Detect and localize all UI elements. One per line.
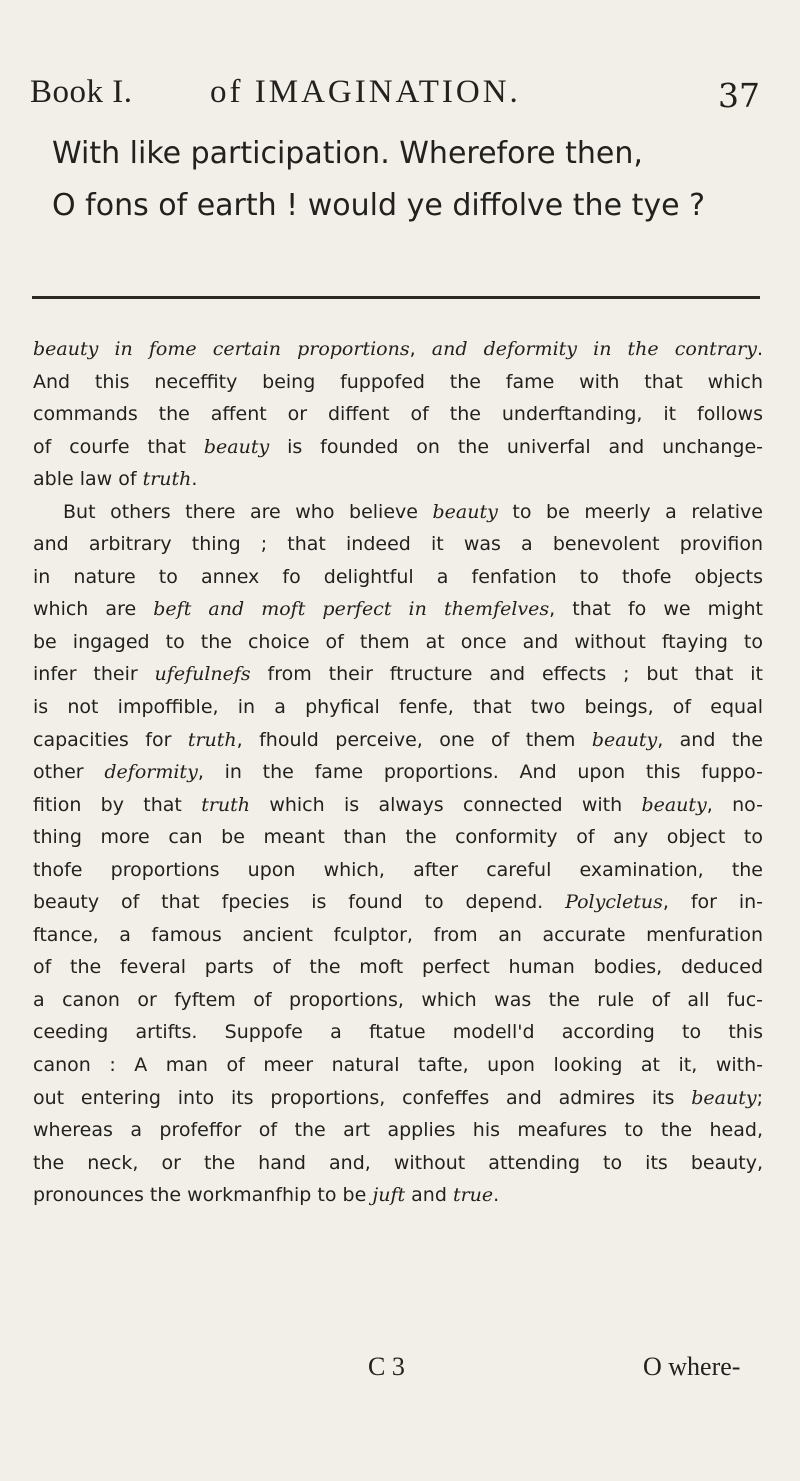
text-run: , no-: [706, 793, 764, 816]
page-footer: [0, 1352, 800, 1392]
text-run: , for in-: [662, 891, 763, 914]
catchword: O where-: [643, 1352, 741, 1381]
text-run: , and the: [657, 728, 763, 751]
italic-text: beauty in fome certain proportions: [33, 338, 410, 360]
footnote-line: [33, 528, 763, 561]
footnote-line: [33, 854, 763, 887]
footnote-line: [33, 561, 763, 594]
text-run: ,: [409, 338, 432, 360]
footnote-line: [33, 919, 763, 952]
text-run: which is always connected with: [250, 793, 642, 816]
footnote-line: [33, 1049, 763, 1082]
text-run: .: [756, 338, 763, 360]
italic-text: Polycletus: [565, 891, 663, 914]
text-run: other: [33, 761, 105, 784]
footnote-line: [33, 1082, 763, 1115]
text-run: And this neceffity being fuppofed the fame with that which: [33, 370, 763, 393]
footnote-line: [33, 366, 763, 399]
text-run: and arbitrary thing ; that indeed it was a benevolent provifion: [33, 533, 763, 556]
footnote-line: [33, 886, 763, 919]
italic-text: and deformity in the contrary: [431, 338, 757, 360]
italic-text: juft: [372, 1184, 406, 1207]
text-run: ftance, a famous ancient fculptor, from an accurate menfuration: [33, 923, 763, 946]
text-run: out entering into its proportions, confeffes and admires its: [33, 1086, 692, 1109]
italic-text: beauty: [641, 793, 707, 816]
text-run: But others there are who believe: [63, 500, 433, 523]
text-run: ;: [756, 1086, 763, 1109]
footnote-line: [33, 593, 763, 626]
text-run: commands the affent or diffent of the underftanding, it follows: [33, 403, 763, 426]
text-run: to be meerly a relative: [497, 500, 763, 523]
text-run: of courfe that: [33, 435, 204, 458]
text-run: thofe proportions upon which, after careful examination, the: [33, 858, 763, 881]
italic-text: beauty: [691, 1086, 757, 1109]
text-run: is founded on the univerfal and unchange-: [269, 435, 763, 458]
book-number: Book I.: [30, 74, 133, 110]
text-run: is not impoffible, in a phyfical fenfe, that two beings, of equal: [33, 696, 763, 719]
footnote-rule: [32, 296, 760, 299]
footnote-line: [33, 626, 763, 659]
text-run: whereas a profeffor of the art applies his meafures to the head,: [33, 1119, 763, 1142]
text-run: able law of: [33, 468, 143, 491]
text-run: of the feveral parts of the moft perfect human bodies, deduced: [33, 956, 763, 979]
footnote-text: [33, 333, 763, 1212]
running-head: [30, 70, 770, 116]
text-run: in nature to annex fo delightful a fenfation to thofe objects: [33, 565, 763, 588]
verse-line: With like participation. Wherefore then,: [52, 136, 643, 171]
text-run: ceeding artifts. Suppofe a ftatue modell'd according to this: [33, 1021, 763, 1044]
footnote-line: [33, 333, 763, 366]
footnote-line: [33, 691, 763, 724]
text-run: and: [405, 1184, 453, 1207]
footnote-line: [33, 431, 763, 464]
text-run: .: [191, 468, 198, 491]
footnote-line: [33, 789, 763, 822]
text-run: fition by that: [33, 793, 202, 816]
italic-text: truth: [201, 793, 251, 816]
italic-text: beauty: [591, 728, 658, 751]
italic-text: beauty: [432, 500, 498, 523]
footnote-line: [33, 463, 763, 496]
italic-text: ufefulnefs: [154, 663, 251, 686]
text-run: infer their: [33, 663, 155, 686]
page-number: 37: [718, 76, 760, 115]
text-run: the neck, or the hand and, without attending to its beauty,: [33, 1151, 763, 1174]
text-run: thing more can be meant than the conformity of any object to: [33, 826, 763, 849]
text-run: be ingaged to the choice of them at once and without ftaying to: [33, 630, 763, 653]
text-run: canon : A man of meer natural tafte, upon looking at it, with-: [33, 1054, 763, 1077]
footnote-line: [33, 496, 763, 529]
text-run: from their ftructure and effects ; but that it: [250, 663, 763, 686]
footnote-line: [33, 1016, 763, 1049]
italic-text: truth: [142, 468, 192, 491]
footnote-line: [33, 398, 763, 431]
footnote-line: [33, 1147, 763, 1180]
italic-text: truth: [187, 728, 237, 751]
text-run: capacities for: [33, 728, 188, 751]
text-run: a canon or fyftem of proportions, which was the rule of all fuc-: [33, 988, 763, 1011]
text-run: pronounces the workmanfhip to be: [33, 1184, 373, 1207]
signature-mark: C 3: [368, 1352, 405, 1381]
italic-text: beft and moft perfect in themfelves: [153, 598, 550, 621]
footnote-line: [33, 756, 763, 789]
text-run: , that fo we might: [549, 598, 763, 621]
footnote-line: [33, 821, 763, 854]
italic-text: beauty: [203, 435, 270, 458]
text-run: beauty of that fpecies is found to depend.: [33, 891, 566, 914]
book-title: of IMAGINATION.: [210, 74, 521, 110]
footnote-line: [33, 984, 763, 1017]
footnote-line: [33, 1179, 763, 1212]
text-run: , fhould perceive, one of them: [236, 728, 592, 751]
italic-text: true: [452, 1184, 494, 1207]
footnote-line: [33, 724, 763, 757]
text-run: which are: [33, 598, 154, 621]
italic-text: deformity: [104, 761, 198, 784]
footnote-line: [33, 1114, 763, 1147]
text-run: , in the fame proportions. And upon this fuppo-: [197, 761, 763, 784]
footnote-line: [33, 658, 763, 691]
text-run: .: [493, 1184, 500, 1207]
footnote-line: [33, 951, 763, 984]
verse-block: [52, 128, 752, 232]
verse-line: O fons of earth ! would ye diffolve the tye ?: [52, 188, 705, 223]
